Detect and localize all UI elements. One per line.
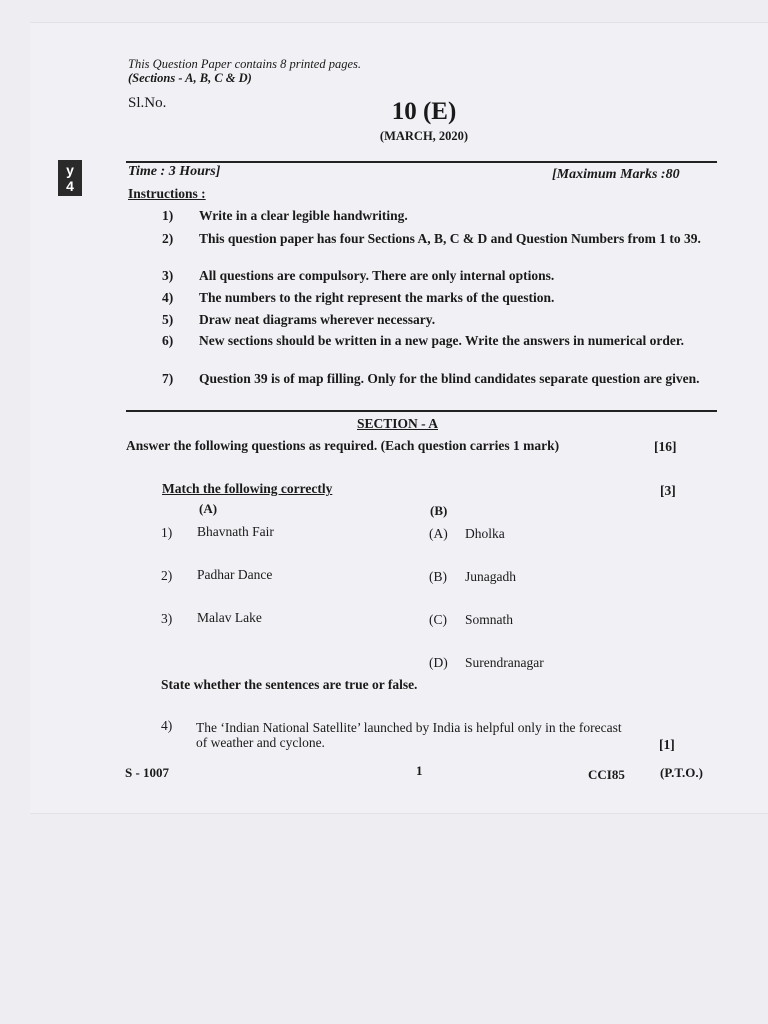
instruction-text: The numbers to the right represent the marks of the question. (199, 290, 555, 305)
instruction-text: New sections should be written in a new page. Write the answers in numerical order. (199, 333, 684, 348)
match-row-a: Padhar Dance (197, 567, 273, 582)
match-row-b-label: (C) (429, 612, 447, 627)
section-a-marks: [16] (654, 439, 677, 454)
instruction-num: 7) (162, 371, 174, 386)
question-4-marks: [1] (659, 737, 675, 752)
side-tab-bottom: 4 (66, 178, 74, 194)
paper-code: 10 (E) (391, 98, 457, 125)
instruction-text: Draw neat diagrams wherever necessary. (199, 312, 436, 327)
instruction-text: Question 39 is of map filling. Only for the blind candidates separate question are given. (199, 371, 700, 386)
instruction-num: 6) (162, 333, 174, 348)
side-tab-marker (58, 160, 82, 196)
match-row-a: Malav Lake (197, 610, 262, 625)
match-row-a: Bhavnath Fair (197, 524, 274, 539)
match-marks: [3] (660, 483, 676, 498)
instructions-title: Instructions : (128, 186, 206, 201)
pto-label: (P.T.O.) (660, 765, 703, 780)
column-a-heading: (A) (199, 501, 218, 516)
instruction-num: 3) (162, 268, 174, 283)
side-tab-top: y (66, 162, 74, 178)
match-title: Match the following correctly (162, 481, 333, 496)
question-4-num: 4) (161, 718, 173, 733)
true-false-title: State whether the sentences are true or false. (161, 677, 418, 692)
column-b-heading: (B) (430, 503, 448, 518)
match-row-b-text: Dholka (465, 526, 505, 541)
question-4-line-2: of weather and cyclone. (196, 735, 325, 750)
instruction-text: Write in a clear legible handwriting. (199, 208, 408, 223)
match-row-b-text: Junagadh (465, 569, 516, 584)
footer-code: S - 1007 (125, 765, 170, 780)
section-rule (126, 410, 717, 412)
time-label: Time : 3 Hours] (128, 164, 221, 179)
instruction-text: This question paper has four Sections A, B, C & D and Question Numbers from 1 to 39. (199, 231, 701, 246)
sl-no-label: Sl.No. (128, 95, 167, 111)
match-row-b-label: (A) (429, 526, 448, 541)
section-a-intro: Answer the following questions as required. (Each question carries 1 mark) (126, 438, 560, 453)
instruction-num: 1) (162, 208, 174, 223)
page-number: 1 (416, 763, 423, 778)
question-4-line-1: The ‘Indian National Satellite’ launched by India is helpful only in the forecast (196, 720, 622, 735)
footer-series: CCI85 (588, 767, 625, 782)
match-row-num: 1) (161, 525, 173, 540)
exam-date: (MARCH, 2020) (379, 129, 469, 143)
match-row-b-text: Somnath (465, 612, 514, 627)
instruction-num: 4) (162, 290, 174, 305)
match-row-b-label: (D) (429, 655, 448, 670)
header-rule (126, 161, 717, 163)
match-row-num: 2) (161, 568, 173, 583)
section-a-title: SECTION - A (357, 416, 439, 431)
instruction-num: 5) (162, 312, 174, 327)
match-row-b-label: (B) (429, 569, 447, 584)
instruction-text: All questions are compulsory. There are only internal options. (199, 268, 555, 283)
match-row-num: 3) (161, 611, 173, 626)
sections-note: (Sections - A, B, C & D) (128, 71, 252, 85)
max-marks-label: [Maximum Marks :80 (552, 167, 680, 182)
pages-note: This Question Paper contains 8 printed pages. (128, 57, 361, 71)
match-row-b-text: Surendranagar (465, 655, 544, 670)
instruction-num: 2) (162, 231, 174, 246)
